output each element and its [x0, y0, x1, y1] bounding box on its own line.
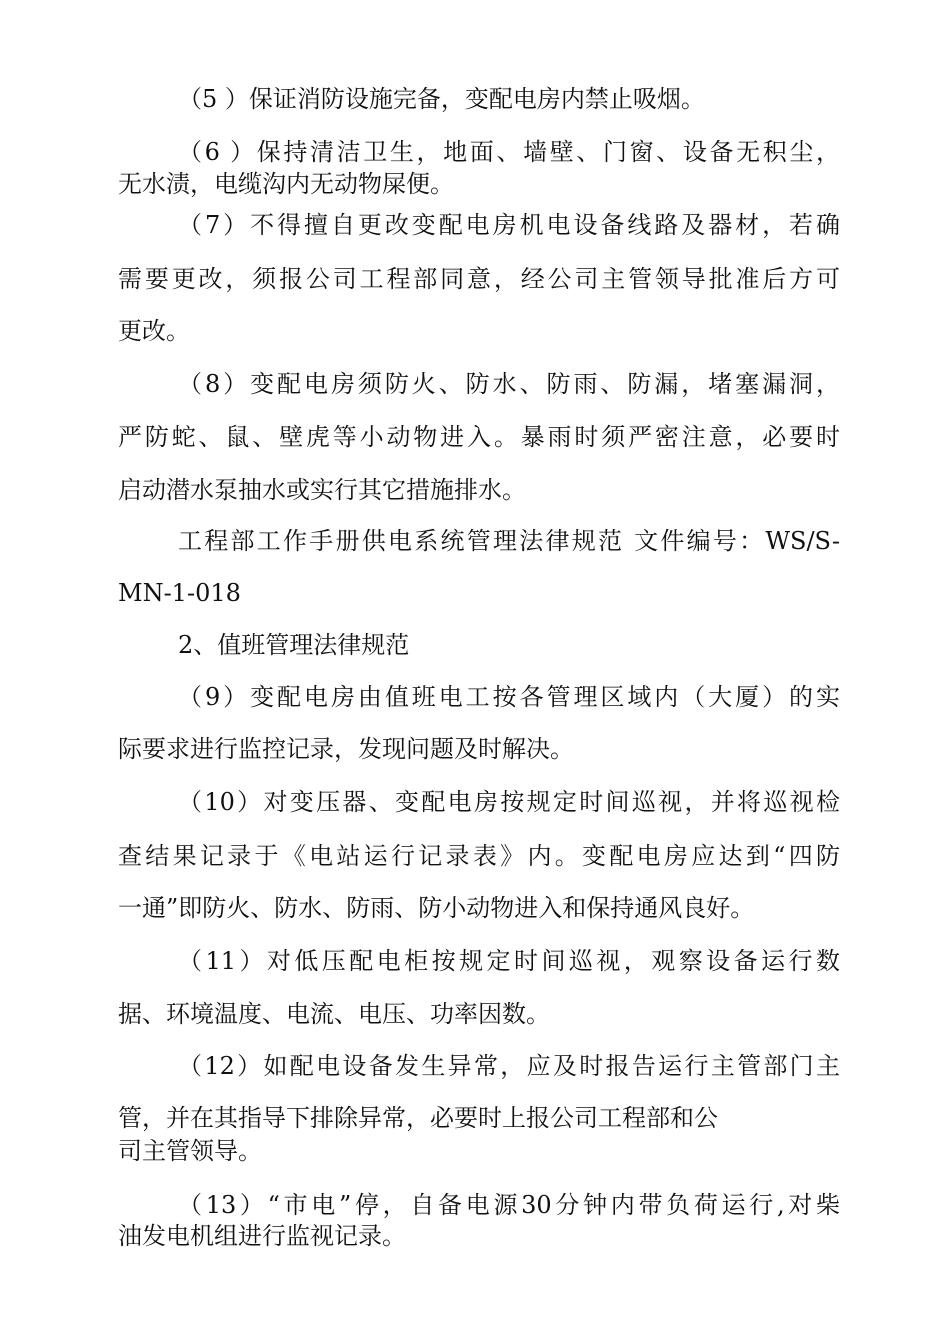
paragraph-7-line-1: （7）不得擅自更改变配电房机电设备线路及器材，若确: [178, 211, 840, 239]
paragraph-8-line-2: 严防蛇、鼠、壁虎等小动物进入。暴雨时须严密注意，必要时: [118, 423, 840, 451]
header-reference-line-1: 工程部工作手册供电系统管理法律规范 文件编号：WS/S-: [178, 527, 840, 555]
paragraph-10-line-1: （10）对变压器、变配电房按规定时间巡视，并将巡视检: [178, 788, 840, 816]
paragraph-7-line-3: 更改。: [118, 317, 190, 345]
paragraph-10-line-3: 一通”即防火、防水、防雨、防小动物进入和保持通风良好。: [118, 894, 755, 922]
paragraph-7-line-2: 需要更改，须报公司工程部同意，经公司主管领导批准后方可: [118, 265, 840, 293]
paragraph-13-line-2: 油发电机组进行监视记录。: [118, 1222, 406, 1250]
paragraph-5: （5 ）保证消防设施完备，变配电房内禁止吸烟。: [178, 85, 705, 113]
paragraph-6-line-2: 无水渍，电缆沟内无动物屎便。: [118, 170, 454, 198]
paragraph-8-line-1: （8）变配电房须防火、防水、防雨、防漏，堵塞漏洞，: [178, 370, 840, 398]
paragraph-8-line-3: 启动潜水泵抽水或实行其它措施排水。: [118, 476, 526, 504]
paragraph-13-line-1: （13）“市电”停，自备电源30分钟内带负荷运行,对柴: [178, 1191, 840, 1219]
paragraph-9-line-1: （9）变配电房由值班电工按各管理区域内（大厦）的实: [178, 683, 840, 711]
paragraph-6-line-1: （6 ）保持清洁卫生，地面、墙壁、门窗、设备无积尘，: [178, 138, 840, 166]
paragraph-12-line-2: 管，并在其指导下排除异常，必要时上报公司工程部和公: [118, 1104, 718, 1132]
paragraph-9-line-2: 际要求进行监控记录，发现问题及时解决。: [118, 735, 574, 763]
paragraph-11-line-1: （11）对低压配电柜按规定时间巡视，观察设备运行数: [178, 947, 840, 975]
paragraph-12-line-1: （12）如配电设备发生异常，应及时报告运行主管部门主: [178, 1052, 840, 1080]
paragraph-12-line-3: 司主管领导。: [118, 1137, 262, 1165]
paragraph-11-line-2: 据、环境温度、电流、电压、功率因数。: [118, 1000, 550, 1028]
section-2-heading: 2、值班管理法律规范: [178, 631, 410, 659]
header-reference-line-2: MN-1-018: [118, 579, 241, 607]
paragraph-10-line-2: 查结果记录于《电站运行记录表》内。变配电房应达到“四防: [118, 842, 840, 870]
